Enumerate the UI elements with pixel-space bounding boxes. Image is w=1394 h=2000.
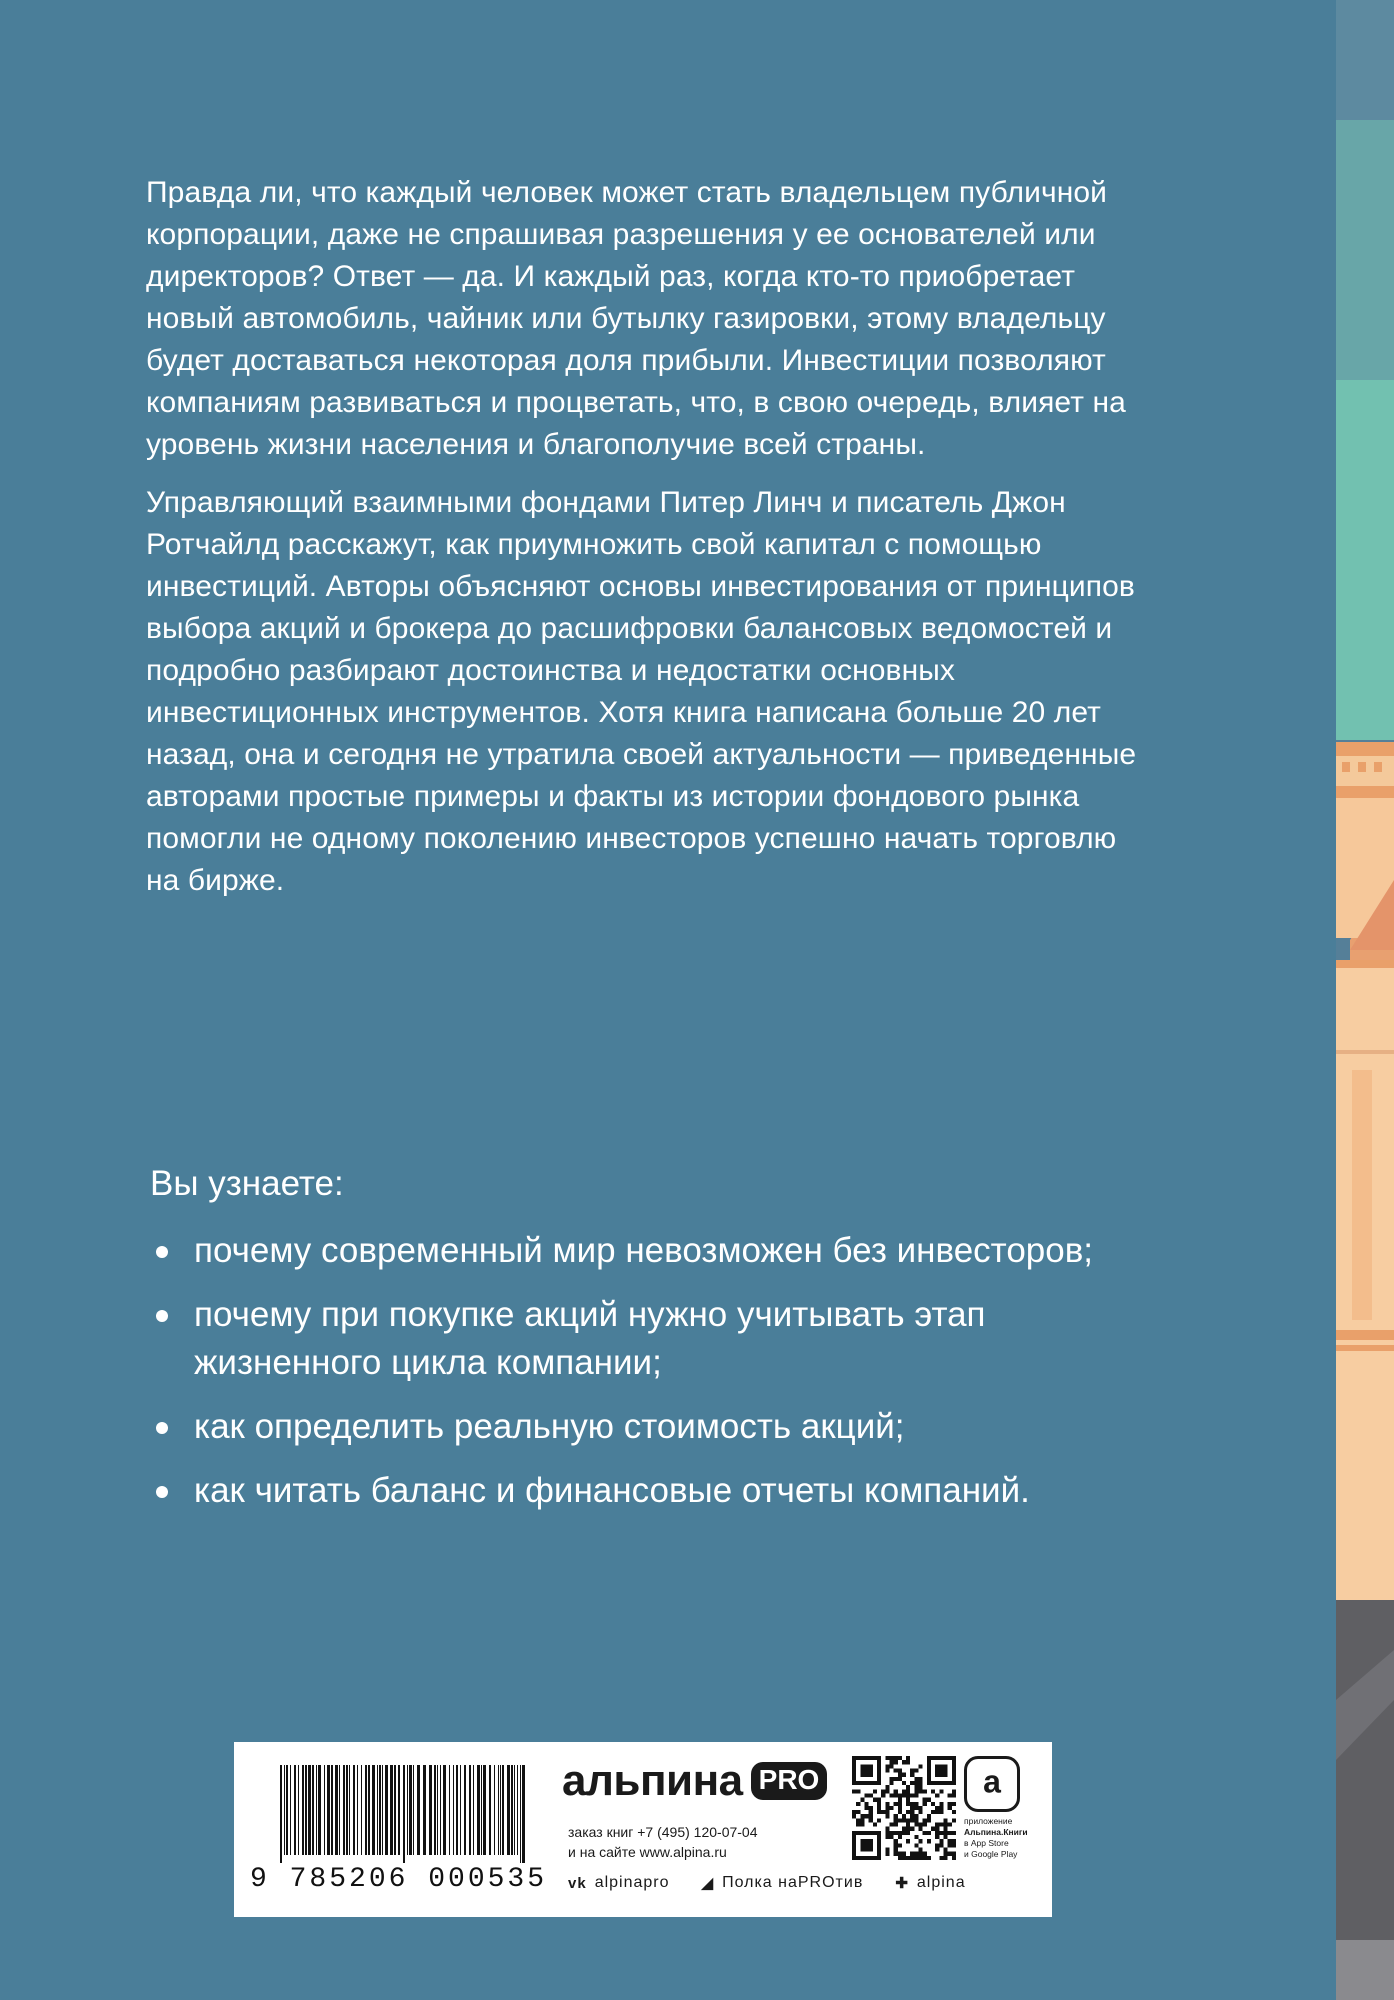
list-item-text: как определить реальную стоимость акций; (194, 1407, 905, 1446)
app-promo (964, 1756, 1044, 1860)
publisher-name: альпина (562, 1756, 743, 1805)
description (146, 172, 1146, 918)
social-vk-label: alpinapro (594, 1874, 670, 1891)
list-item-text: почему при покупке акций нужно учитывать этап жизненного цикла компании; (194, 1295, 986, 1382)
app-line-4: и Google Play (964, 1849, 1018, 1859)
barcode-icon (278, 1765, 528, 1863)
publisher-logo (562, 1756, 827, 1806)
bullet-icon (156, 1246, 168, 1258)
qr-code-icon (852, 1756, 956, 1860)
description-paragraph-2: Управляющий взаимными фондами Питер Линч и писатель Джон Ротчайлд расскажут, как приумножить свой капитал с помощью инвестиций. Авторы объясняют основы инвестирования от принципов выбора акций и брокера до расшифровки балансовых ведомостей и подробно разбирают достоинства и недостатки основных инвестиционных инструментов. Хотя книга написана больше 20 лет назад, она и сегодня не утратила своей актуальности — приведенные авторами простые примеры и факты из истории фондового рынка помогли не одному поколению инвесторов успешно начать торговлю на бирже. (146, 486, 1137, 897)
edge-illustration (1336, 0, 1394, 2000)
isbn-number: 9 785206 000535 (250, 1864, 548, 1895)
app-line-2: Альпина.Книги (964, 1827, 1028, 1837)
bullet-icon (156, 1310, 168, 1322)
list-item-text: как читать баланс и финансовые отчеты компаний. (194, 1471, 1030, 1510)
edge-illustration-art (1336, 0, 1394, 2000)
alpina-icon: ✚ (895, 1875, 909, 1892)
list-item-text: почему современный мир невозможен без инвесторов; (194, 1231, 1094, 1270)
app-line-1: приложение (964, 1816, 1013, 1826)
order-phone: заказ книг +7 (495) 120-07-04 (568, 1824, 758, 1840)
app-logo-icon (964, 1756, 1020, 1812)
bullet-icon (156, 1422, 168, 1434)
list-item (150, 1403, 1150, 1451)
bullet-icon (156, 1486, 168, 1498)
list-item (150, 1227, 1150, 1275)
social-alpina (895, 1874, 965, 1892)
you-will-learn-title: Вы узнаете: (150, 1164, 344, 1203)
social-telegram-label: Полка наPROтив (722, 1874, 864, 1891)
publisher-footer (234, 1742, 1052, 1917)
list-item (150, 1467, 1150, 1515)
order-site: и на сайте www.alpina.ru (568, 1844, 727, 1860)
order-info (568, 1822, 758, 1862)
social-links (568, 1874, 966, 1892)
publisher-badge: PRO (751, 1762, 828, 1800)
vk-icon: vk (568, 1874, 587, 1892)
app-line-3: в App Store (964, 1838, 1009, 1848)
social-vk (568, 1874, 670, 1892)
description-paragraph-1: Правда ли, что каждый человек может стать владельцем публичной корпорации, даже не спрашивая разрешения у ее основателей или директоров? Ответ — да. И каждый раз, когда кто-то приобретает новый автомобиль, чайник или бутылку газировки, этому владельцу будет доставаться некоторая доля прибыли. Инвестиции позволяют компаниям развиваться и процветать, что, в свою очередь, влияет на уровень жизни населения и благополучие всей страны. (146, 176, 1126, 461)
you-will-learn-list (150, 1227, 1150, 1531)
social-telegram (702, 1874, 864, 1892)
list-item (150, 1291, 1150, 1387)
app-promo-text (964, 1816, 1044, 1860)
telegram-icon: ◢ (701, 1875, 715, 1892)
social-alpina-label: alpina (916, 1874, 966, 1891)
app-logo-letter: a (983, 1763, 1001, 1800)
